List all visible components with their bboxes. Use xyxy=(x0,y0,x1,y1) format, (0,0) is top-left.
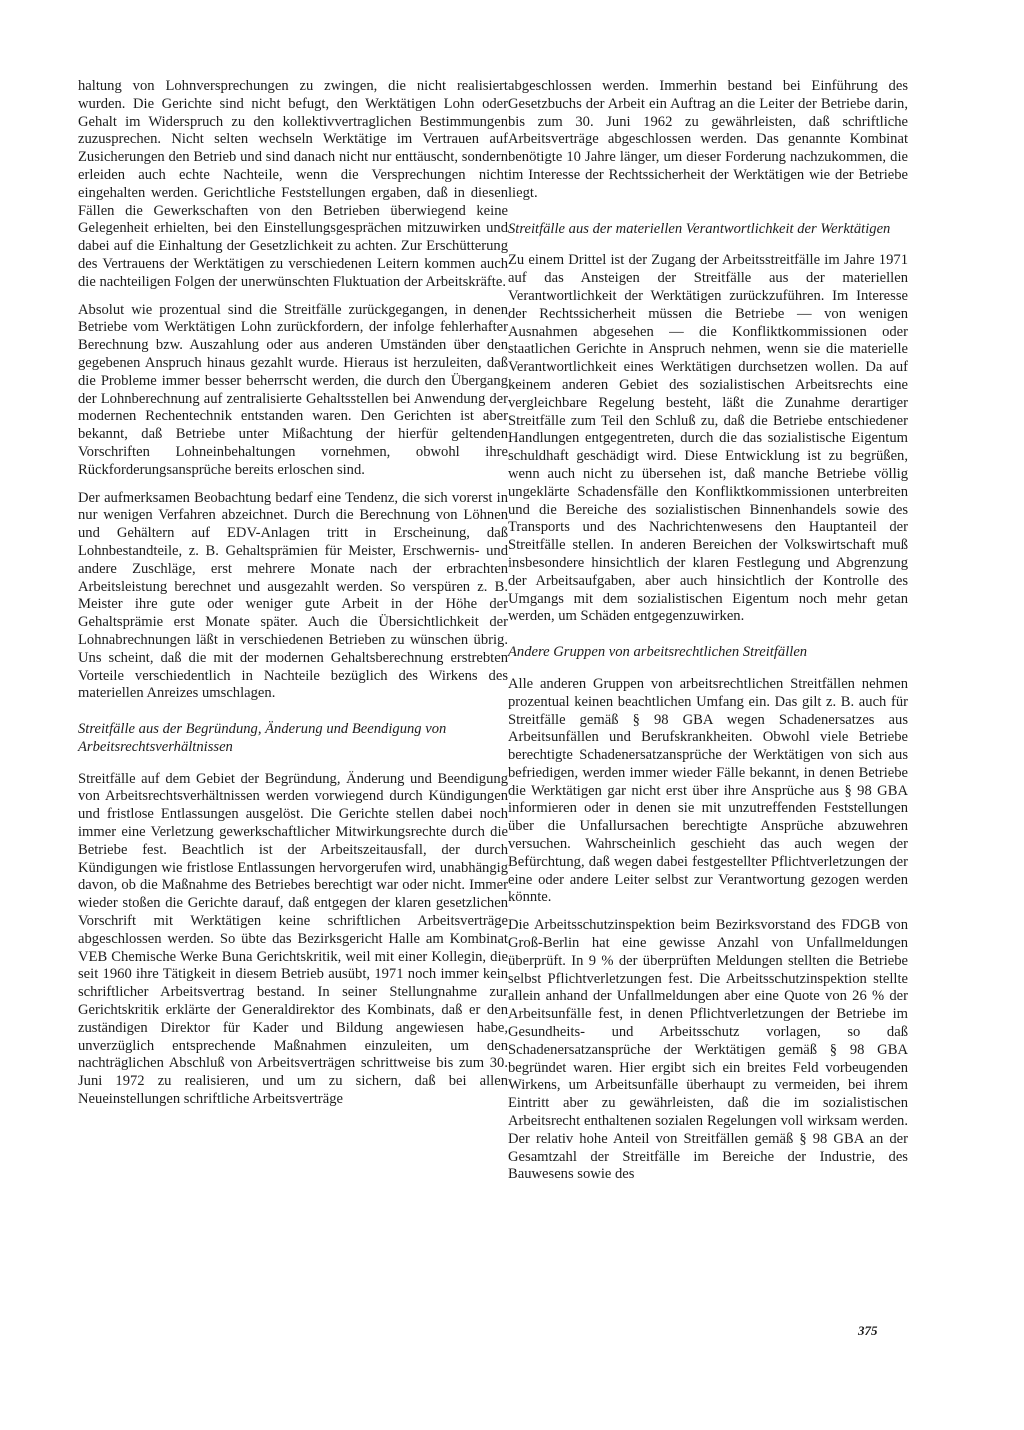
paragraph: Streitfälle auf dem Gebiet der Begründung, Änderung und Beendigung von Arbeitsrechtsverhältnissen werden vorwiegend durch Kündigungen und fristlose Entlassungen ausgelöst. Die Gerichte stellen dabei noch immer eine Verletzung gewerkschaftlicher Mitwirkungsrechte durch die Betriebe fest. Beachtlich ist der Arbeitszeitausfall, der durch Kündigungen wie fristlose Entlassungen hervorgerufen wird, unabhängig davon, ob die Maßnahme des Betriebes berechtigt war oder nicht. Immer wieder stoßen die Gerichte darauf, daß entgegen der klaren gesetzlichen Vorschrift mit Werktätigen keine schriftlichen Arbeitsverträge abgeschlossen werden. So übte das Bezirksgericht Halle am Kombinat VEB Chemische Werke Buna Gerichtskritik, weil mit einer Kollegin, die seit 1960 ihre Tätigkeit in diesem Betrieb ausübt, 1971 noch immer kein schriftlicher Arbeitsvertrag bestand. In seiner Stellungnahme zur Gerichtskritik erklärte der Generaldirektor des Kombinats, daß er den zuständigen Direktor für Kader und Bildung angewiesen habe, unverzüglich entsprechende Maßnahmen einzuleiten, um den nachträglichen Abschluß von Arbeitsverträgen schrittweise bis zum 30. Juni 1972 zu realisieren, und um zu sichern, daß bei allen Neueinstellungen schriftliche Arbeitsverträge xyxy=(78,770,508,1108)
paragraph: Der aufmerksamen Beobachtung bedarf eine Tendenz, die sich vorerst in nur wenigen Verfahren abzeichnet. Durch die Berechnung von Löhnen und Gehältern auf EDV-Anlagen tritt in Erscheinung, daß Lohnbestandteile, z. B. Gehaltsprämien für Meister, Erschwernis- und andere Zuschläge, erst mehrere Monate nach der erbrachten Arbeitsleistung berechnet und ausgezahlt werden. So verspüren z. B. Meister ihre gute oder weniger gute Arbeit in der Höhe der Gehaltsprämie erst Monate später. Auch die Übersichtlichkeit der Lohnabrechnungen läßt in verschiedenen Betrieben zu wünschen übrig. Uns scheint, daß die mit der modernen Gehaltsberechnung erstrebten Vorteile verschiedentlich in Nachteile bezüglich des Wirkens des materiellen Anreizes umschlagen. xyxy=(78,489,508,702)
right-column xyxy=(508,78,908,1194)
paragraph: Die Arbeitsschutzinspektion beim Bezirksvorstand des FDGB von Groß-Berlin hat eine gewisse Anzahl von Unfallmeldungen überprüft. In 9 % der überprüften Meldungen stellten die Betriebe selbst Pflichtverletzungen fest. Die Arbeitsschutzinspektion stellte allein anhand der Unfallmeldungen aber eine Quote von 26 % der Arbeitsunfälle fest, in denen Pflichtverletzungen der Betriebe im Gesundheits- und Arbeitsschutz vorlagen, so daß Schadenersatzansprüche der Werktätigen gemäß § 98 GBA begründet waren. Hier ergibt sich ein breites Feld vorbeugenden Wirkens, um Arbeitsunfälle überhaupt zu vermeiden, bei ihrem Eintritt aber zu gewährleisten, daß die im sozialistischen Arbeitsrecht enthaltenen sozialen Regelungen voll wirksam werden. Der relativ hohe Anteil von Streitfällen gemäß § 98 GBA an der Gesamtzahl der Streitfälle im Bereiche der Industrie, des Bauwesens sowie des xyxy=(508,917,908,1183)
paragraph: Absolut wie prozentual sind die Streitfälle zurückgegangen, in denen Betriebe vom Werktätigen Lohn zurückfordern, der infolge fehlerhafter Berechnung bzw. Auszahlung oder aus anderen Umständen über den gegebenen Anspruch hinaus gezahlt wurde. Hieraus ist herzuleiten, daß die Probleme immer besser beherrscht werden, die durch den Übergang der Lohnberechnung auf zentralisierte Gehaltsstellen bei Anwendung der modernen Rechentechnik entstanden waren. Den Gerichten ist aber bekannt, daß Betriebe unter Mißachtung der hierfür geltenden Vorschriften Lohneinbehaltungen vornehmen, obwohl ihre Rückforderungsansprüche bereits erloschen sind. xyxy=(78,301,508,478)
paragraph: abgeschlossen werden. Immerhin bestand bei Einführung des Gesetzbuchs der Arbeit ein Auftrag an die Leiter der Betriebe darin, bis zum 30. Juni 1962 zu gewährleisten, daß schriftliche Arbeitsverträge abgeschlossen werden. Das genannte Kombinat benötigte 10 Jahre länger, um dieser Forderung nachzukommen, die im Interesse der Rechtssicherheit der Werktätigen wie der Betriebe liegt. xyxy=(508,78,908,201)
paragraph: Zu einem Drittel ist der Zugang der Arbeitsstreitfälle im Jahre 1971 auf das Ansteigen der Streitfälle aus der materiellen Verantwortlichkeit der Werktätigen zurückzuführen. Im Interesse der Rechtssicherheit müssen die Betriebe — von wenigen Ausnahmen abgesehen — die Konfliktkommissionen oder staatlichen Gerichte in Anspruch nehmen, wenn sie die materielle Verantwortlichkeit eines Werktätigen durchsetzen wollen. Da auf keinem anderen Gebiet des sozialistischen Arbeitsrechts eine vergleichbare Regelung besteht, läßt die Zunahme derartiger Streitfälle zum Teil den Schluß zu, daß die Betriebe entschiedener Handlungen entgegentreten, durch die das sozialistische Eigentum schuldhaft geschädigt wird. Diese Entwicklung ist zu begrüßen, wenn auch nicht zu übersehen ist, daß manche Betriebe völlig ungeklärte Schadensfälle den Konfliktkommissionen unterbreiten und die Bereiche des sozialistischen Binnenhandels sowie des Transports und des Nachrichtenwesens den Hauptanteil der Streitfälle stellen. In anderen Bereichen der Volkswirtschaft muß insbesondere hinsichtlich der klaren Festlegung und Abgrenzung der Arbeitsaufgaben, aber auch hinsichtlich der Kontrolle des Umgangs mit dem sozialistischen Eigentum noch mehr getan werden, um Schäden entgegenzuwirken. xyxy=(508,252,908,625)
page-number: 375 xyxy=(858,1323,878,1338)
left-column xyxy=(78,78,508,1119)
section-heading: Streitfälle aus der materiellen Verantwortlichkeit der Werktätigen xyxy=(508,220,891,237)
paragraph: haltung von Lohnversprechungen zu zwingen, die nicht realisiert wurden. Die Gerichte sind nicht befugt, den Werktätigen Lohn oder Gehalt im Widerspruch zu den kollektivvertraglichen Bestimmungen zuzusprechen. Nicht selten wechseln Werktätige im Vertrauen auf Zusicherungen den Betrieb und sind danach nicht nur enttäuscht, sondern erleiden auch echte Nachteile, wenn die Versprechungen nicht eingehalten werden. Gerichtliche Feststellungen ergaben, daß in diesen Fällen die Gewerkschaften von den Betrieben überwiegend keine Gelegenheit erhielten, bei den Einstellungsgesprächen mitzuwirken und dabei auf die Einhaltung der Gesetzlichkeit zu achten. Zur Erschütterung des Vertrauens der Werktätigen zu verschiedenen Leitern kommen auch die nachteiligen Folgen der unerwünschten Fluktuation der Arbeitskräfte. xyxy=(78,78,508,290)
section-heading: Andere Gruppen von arbeitsrechtlichen Streitfällen xyxy=(508,644,808,661)
paragraph: Alle anderen Gruppen von arbeitsrechtlichen Streitfällen nehmen prozentual keinen beachtlichen Umfang ein. Das gilt z. B. auch für Streitfälle gemäß § 98 GBA wegen Schadenersatzes aus Arbeitsunfällen und Berufskrankheiten. Obwohl viele Betriebe berechtigte Schadenersatzansprüche der Werktätigen von sich aus befriedigen, werden immer wieder Fälle bekannt, in denen Betriebe die Werktätigen gar nicht erst über ihre Ansprüche aus § 98 GBA informieren oder in denen sie mit unzutreffenden Feststellungen über die Unfallursachen berechtigte Ansprüche abzuwehren versuchen. Wahrscheinlich geschieht das auch wegen der Befürchtung, daß wegen dabei festgestellter Pflichtverletzungen der eine oder andere Leiter selbst zur Verantwortung gezogen werden könnte. xyxy=(508,675,908,906)
section-heading: Streitfälle aus der Begründung, Änderung und Beendigung von Arbeitsrechtsverhältnissen xyxy=(78,721,447,755)
